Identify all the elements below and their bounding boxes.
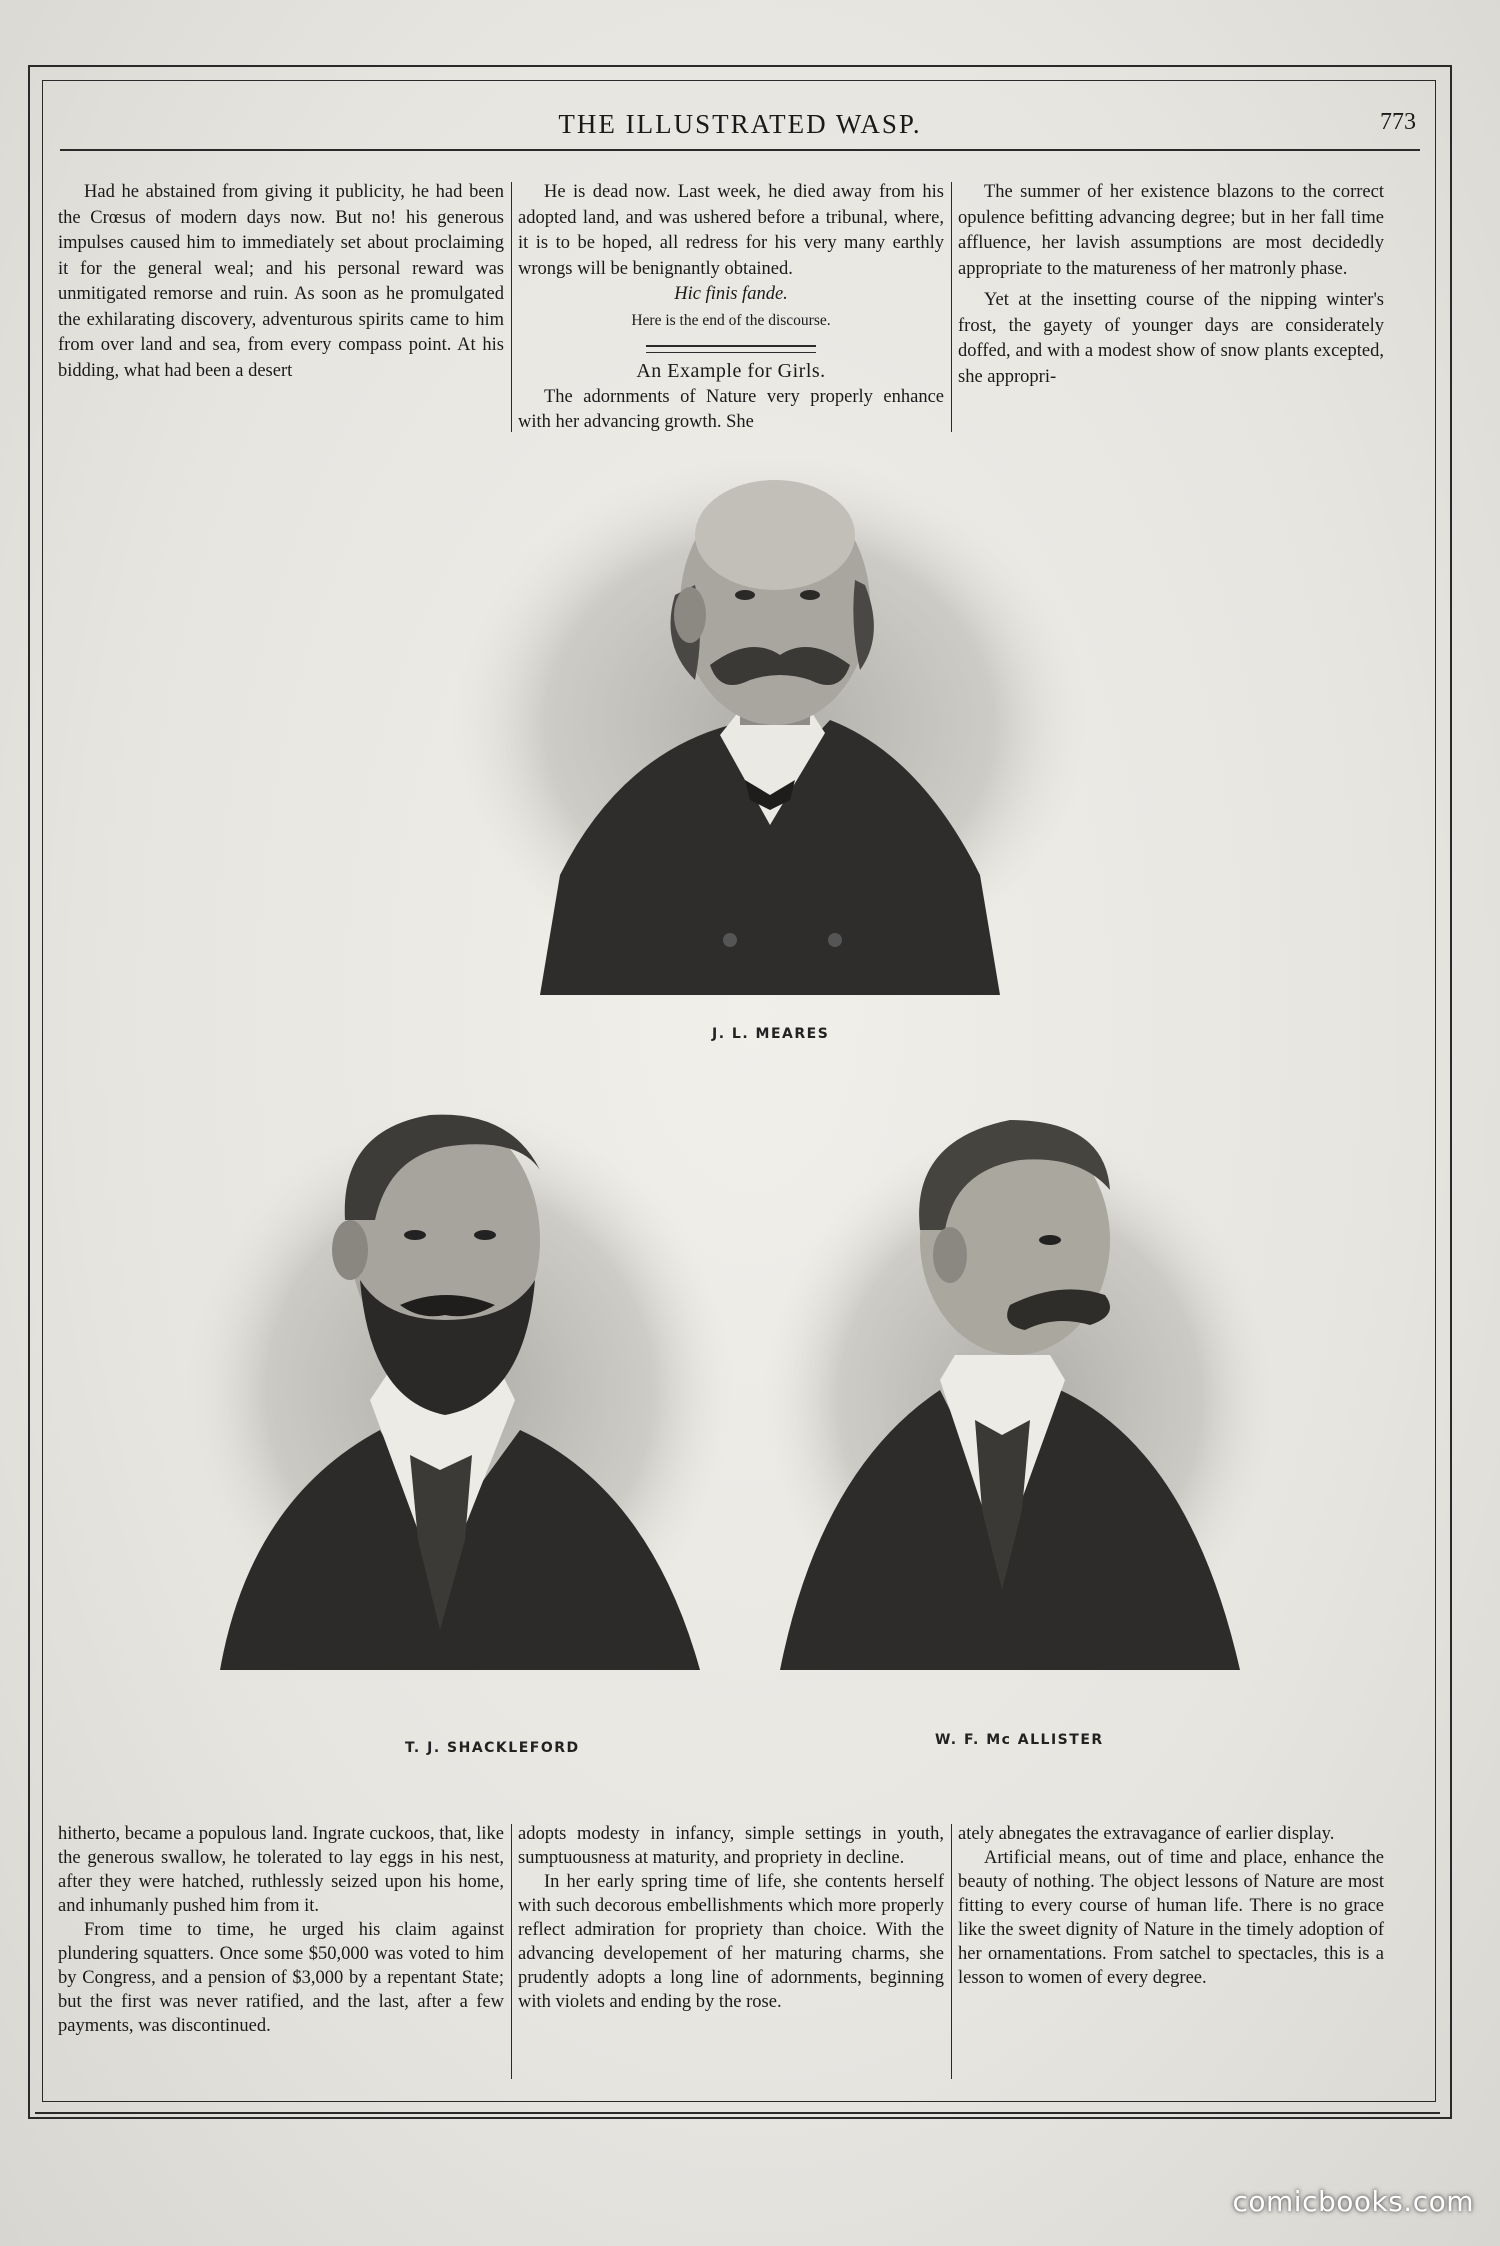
page-number: 773 bbox=[1380, 109, 1416, 135]
bottom-column-2 bbox=[518, 1822, 944, 2014]
header-rule bbox=[60, 149, 1420, 151]
bottom-col2-para-2: In her early spring time of life, she contents herself with such decorous embellishments which more properly reflect admiration for propriety than choice. With the advancing developement of her maturing charms, she prudently adopts a long line of adornments, beginning with violets and ending by the rose. bbox=[518, 1872, 944, 2012]
top-column-1 bbox=[58, 180, 504, 384]
portrait-shackleford bbox=[180, 1070, 740, 1670]
top-col1-para-1: Had he abstained from giving it publicity, he had been the Crœsus of modern days now. But no! his generous impulses caused him to immediately set about proclaiming it for the general weal; and his personal reward was unmitigated remorse and ruin. As soon as he promulgated the exhilarating discovery, adventurous spirits came to him from over land and sea, from every compass point. At his bidding, what had been a desert bbox=[58, 182, 504, 381]
top-column-2 bbox=[518, 180, 944, 436]
bottom-col2-para-1: adopts modesty in infancy, simple settings in youth, sumptuousness at maturity, and propriety in decline. bbox=[518, 1824, 944, 1868]
site-watermark: comicbooks.com bbox=[1232, 2185, 1474, 2218]
article-title: An Example for Girls. bbox=[636, 360, 826, 382]
bottom-col1-para-1: hitherto, became a populous land. Ingrate cuckoos, that, like the generous swallow, he tolerated to lay eggs in his nest, after they were hatched, ruthlessly seized upon his home, and inhumanly pushed him from it. bbox=[58, 1824, 504, 1916]
bottom-column-3 bbox=[958, 1822, 1384, 1990]
top-column-3 bbox=[958, 180, 1384, 390]
bottom-column-1 bbox=[58, 1822, 504, 2038]
article-start: The adornments of Nature very properly enhance with her advancing growth. She bbox=[518, 386, 944, 432]
caption-mcallister: W. F. Mc ALLISTER bbox=[935, 1732, 1104, 1748]
caption-meares: J. L. MEARES bbox=[712, 1026, 830, 1042]
footer-rule bbox=[35, 2118, 1440, 2119]
bottom-col1-para-2: From time to time, he urged his claim against plundering squatters. Once some $50,000 was voted to him by Congress, and a pension of $3,000 by a repentant State; but the first was never ratified, and the last, after a few payments, was discontinued. bbox=[58, 1920, 504, 2036]
portrait-mcallister bbox=[760, 1090, 1280, 1670]
caption-shackleford: T. J. SHACKLEFORD bbox=[405, 1740, 580, 1756]
latin-translation: Here is the end of the discourse. bbox=[631, 311, 831, 329]
masthead-title: THE ILLUSTRATED WASP. bbox=[558, 109, 922, 139]
column-rule bbox=[951, 182, 952, 432]
latin-closing: Hic finis fande. bbox=[674, 284, 788, 304]
bottom-col3-para-2: Artificial means, out of time and place, enhance the beauty of nothing. The object lessons of Nature are most fitting to every course of human life. There is no grace like the sweet dignity of Nature in the timely adoption of her ornamentations. From satchel to spectacles, this is a lesson to women of every degree. bbox=[958, 1848, 1384, 1988]
portrait-meares bbox=[440, 455, 1100, 1025]
top-col2-para: He is dead now. Last week, he died away from his adopted land, and was ushered before a tribunal, where, it is to be hoped, all redress for his very many earthly wrongs will be benignantly obtained. bbox=[518, 182, 944, 279]
column-rule bbox=[511, 182, 512, 432]
bottom-col3-para-1: ately abnegates the extravagance of earlier display. bbox=[958, 1824, 1335, 1844]
top-col3-para-2: Yet at the insetting course of the nipping winter's frost, the gayety of younger days are considerately doffed, and with a modest show of snow plants excepted, she appropri- bbox=[958, 290, 1384, 387]
section-divider bbox=[646, 345, 816, 353]
page-header bbox=[50, 105, 1430, 145]
column-rule bbox=[511, 1824, 512, 2079]
column-rule bbox=[951, 1824, 952, 2079]
top-col3-para-1: The summer of her existence blazons to the correct opulence befitting advancing degree; but in her fall time affluence, her lavish assumptions are most decidedly appropriate to the matureness of her matronly phase. bbox=[958, 182, 1384, 279]
footer-rule bbox=[35, 2112, 1440, 2114]
